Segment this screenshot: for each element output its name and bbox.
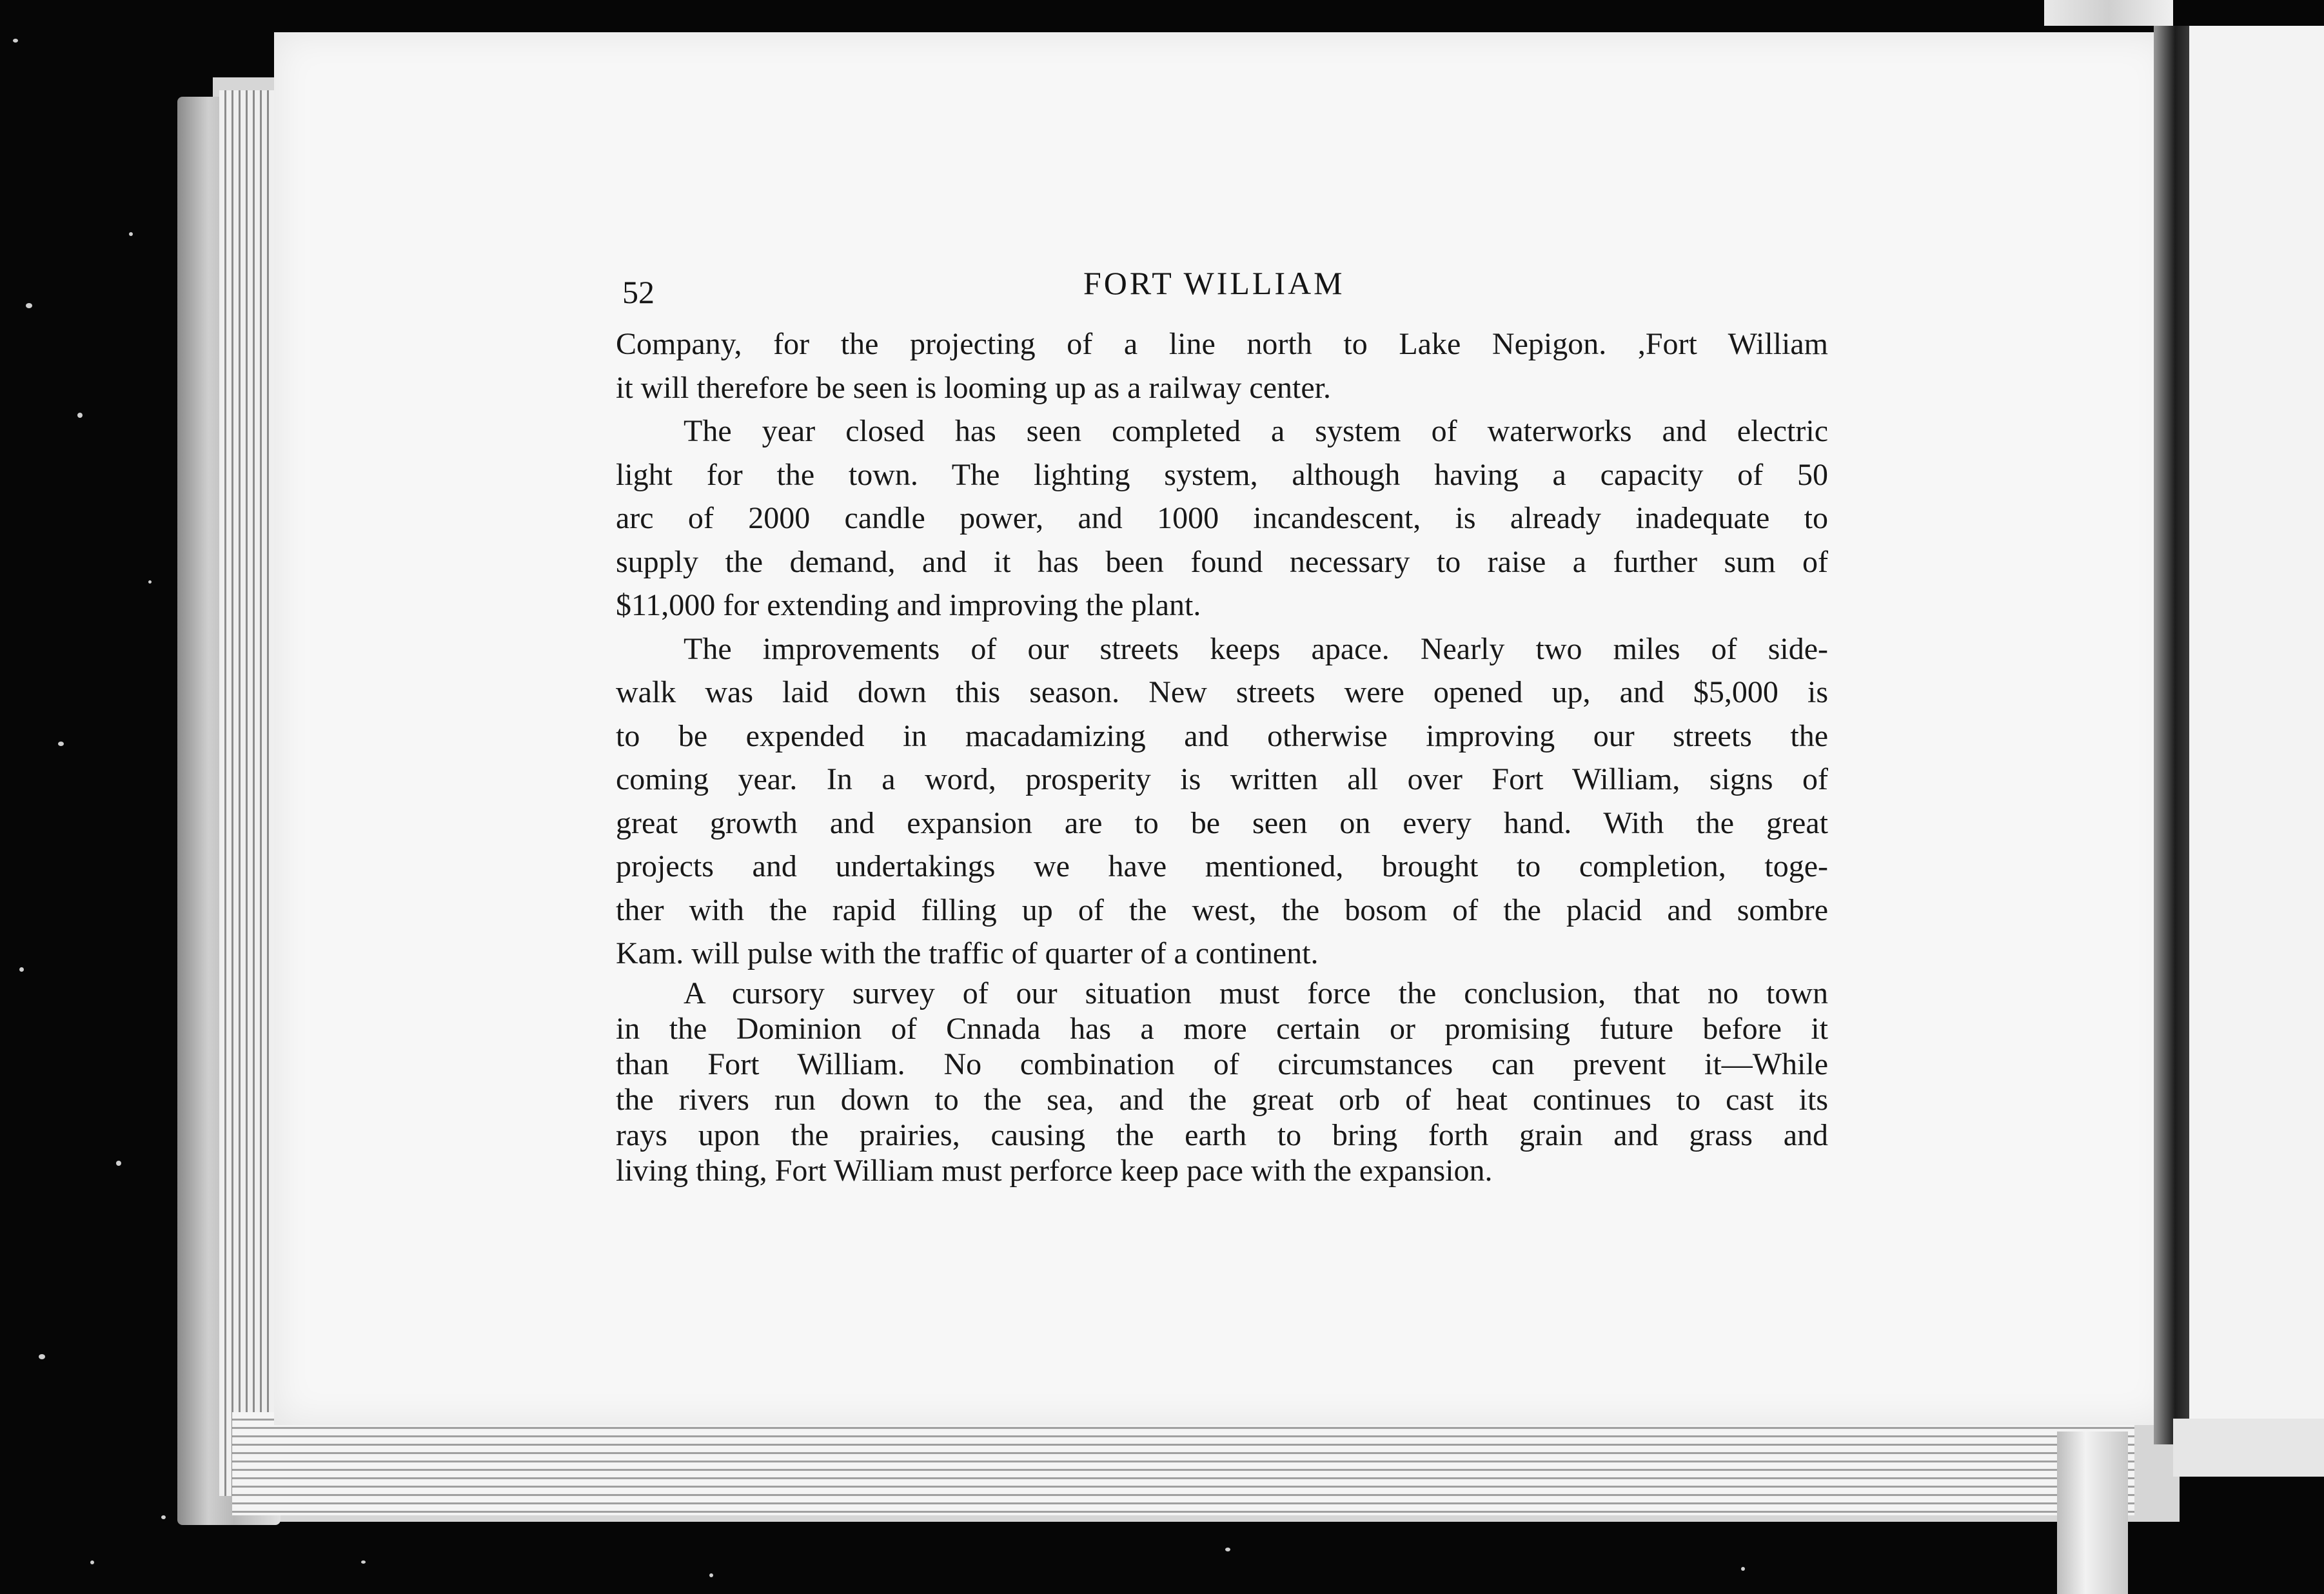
page-edges-bottom: [232, 1412, 2134, 1515]
dust-speck: [161, 1515, 166, 1519]
book-gutter: [2154, 26, 2189, 1444]
dust-speck: [19, 967, 24, 972]
dust-speck: [129, 232, 133, 236]
dust-speck: [148, 580, 152, 584]
bookmark-ribbon: [2057, 1432, 2128, 1594]
dust-speck: [116, 1161, 121, 1166]
dust-speck: [90, 1560, 94, 1564]
text-line: in the Dominion of Cnnada has a more certain or promising future before it: [616, 1011, 1828, 1046]
dust-speck: [39, 1354, 45, 1359]
text-line: the rivers run down to the sea, and the great orb of heat continues to cast its: [616, 1082, 1828, 1117]
right-page-edge: [2189, 26, 2324, 1444]
text-line: to be expended in macadamizing and otherwise improving our streets the: [616, 718, 1828, 753]
running-head: FORT WILLIAM: [1083, 265, 1345, 301]
dust-speck: [361, 1560, 366, 1564]
paragraph-1: [616, 322, 1828, 409]
text-line: projects and undertakings we have mentioned, brought to completion, toge-: [616, 849, 1828, 883]
text-line: A cursory survey of our situation must force the conclusion, that no town: [684, 976, 1828, 1010]
text-line: great growth and expansion are to be seen on every hand. With the great: [616, 805, 1828, 840]
text-line: The improvements of our streets keeps apace. Nearly two miles of side-: [684, 631, 1828, 666]
text-line: light for the town. The lighting system, although having a capacity of 50: [616, 457, 1828, 492]
dust-speck: [709, 1573, 713, 1577]
text-line: coming year. In a word, prosperity is written all over Fort William, signs of: [616, 762, 1828, 796]
dust-speck: [26, 303, 32, 308]
body-text: [616, 322, 1828, 1188]
text-line: than Fort William. No combination of circumstances can prevent it—While: [616, 1047, 1828, 1081]
paragraph-3: [616, 627, 1828, 976]
dust-speck: [77, 413, 83, 418]
text-line: walk was laid down this season. New streets were opened up, and $5,000 is: [616, 675, 1828, 709]
text-line: it will therefore be seen is looming up as a railway center.: [616, 370, 1331, 405]
right-page-bottom: [2173, 1419, 2324, 1477]
dust-speck: [1225, 1548, 1230, 1551]
dust-speck: [13, 39, 18, 43]
dust-speck: [1741, 1567, 1745, 1571]
text-line: living thing, Fort William must perforce keep pace with the expansion.: [616, 1153, 1493, 1188]
page-corner-top: [2044, 0, 2173, 26]
text-line: Kam. will pulse with the traffic of quarter of a continent.: [616, 936, 1319, 970]
paragraph-4: [616, 976, 1828, 1188]
text-line: arc of 2000 candle power, and 1000 incandescent, is already inadequate to: [616, 501, 1828, 535]
text-line: supply the demand, and it has been found necessary to raise a further sum of: [616, 544, 1828, 579]
dust-speck: [58, 742, 64, 746]
text-line: ther with the rapid filling up of the west, the bosom of the placid and sombre: [616, 892, 1828, 927]
text-line: Company, for the projecting of a line north to Lake Nepigon. ,Fort William: [616, 327, 1828, 361]
text-line: $11,000 for extending and improving the plant.: [616, 588, 1201, 622]
text-line: rays upon the prairies, causing the earth to bring forth grain and grass and: [616, 1117, 1828, 1152]
page-number: 52: [622, 274, 655, 310]
text-line: The year closed has seen completed a system of waterworks and electric: [684, 414, 1828, 448]
paragraph-2: [616, 409, 1828, 627]
